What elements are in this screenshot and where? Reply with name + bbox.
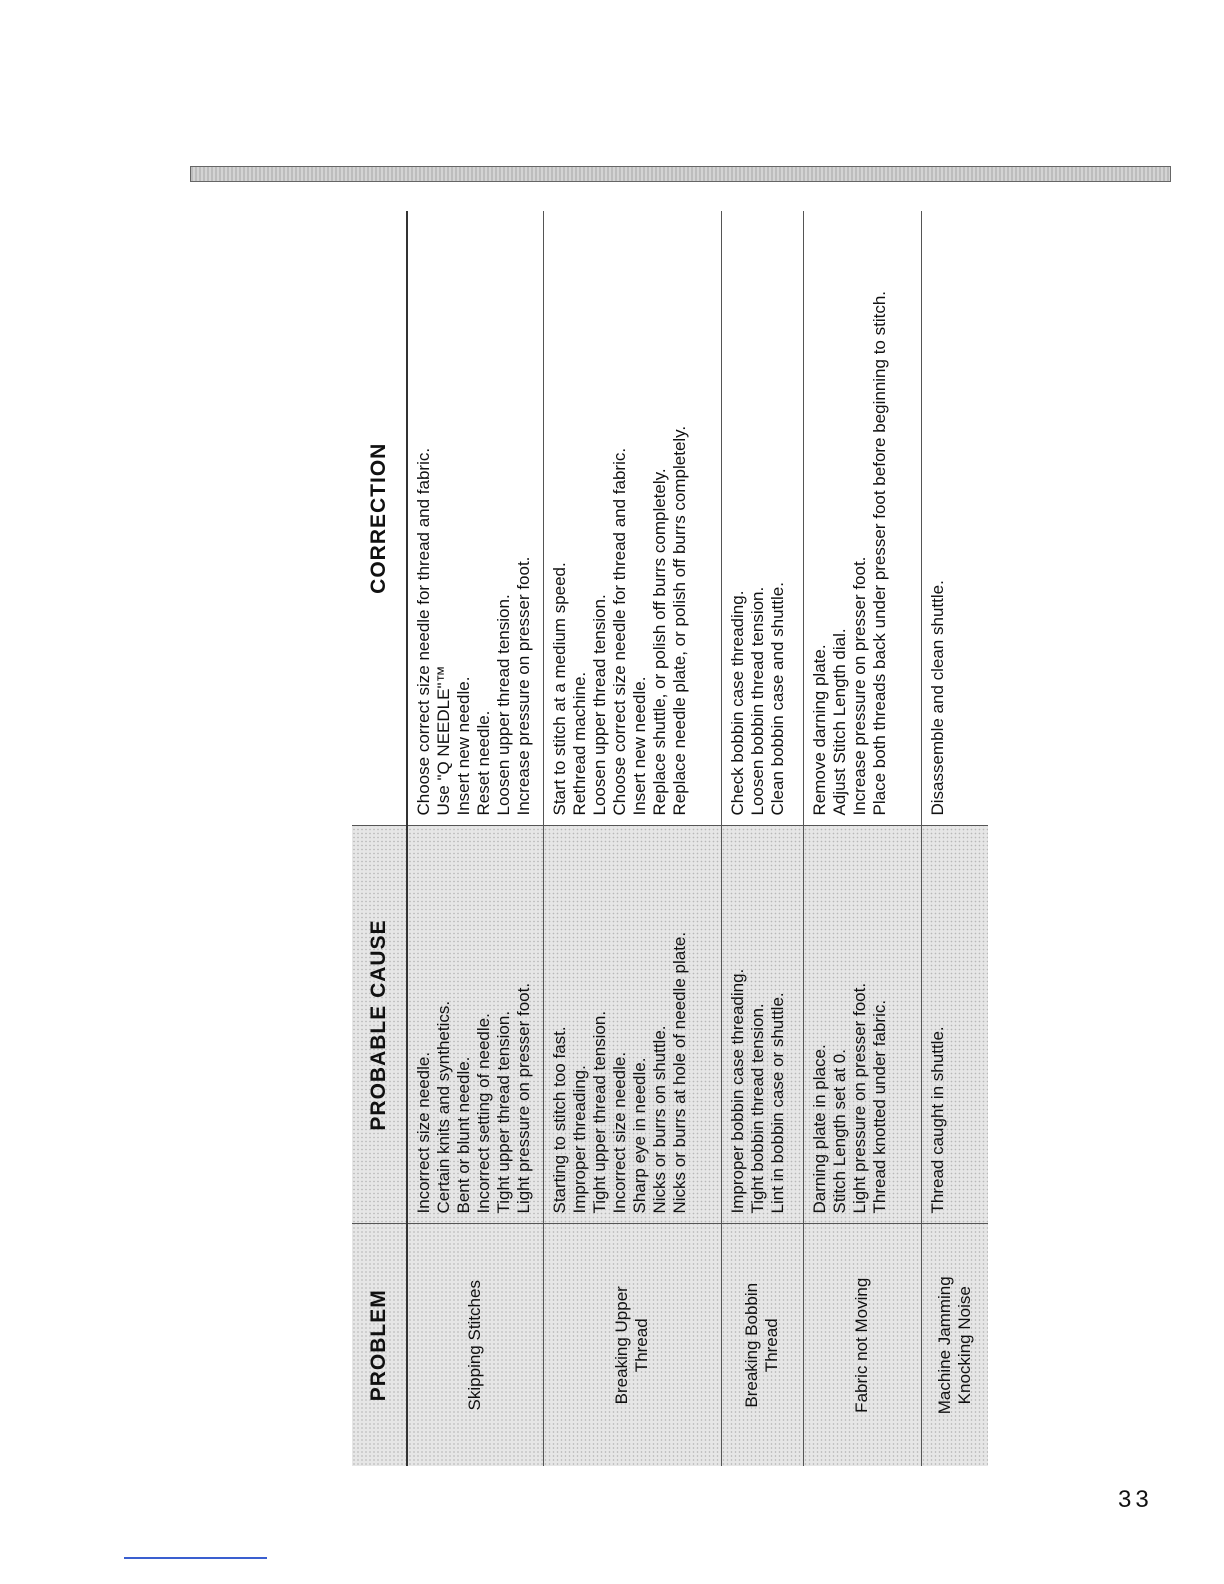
problem-cell: [803, 1224, 921, 1466]
cause-item: Nicks or burrs at hole of needle plate.: [669, 931, 689, 1214]
problem-label: Machine Jamming: [934, 1276, 954, 1415]
cause-item: Tight upper thread tension.: [494, 1010, 513, 1214]
cause-item: Sharp eye in needle.: [629, 1057, 649, 1214]
correction-item: Clean bobbin case and shuttle.: [767, 582, 787, 816]
problem-label: Fabric not Moving: [852, 1277, 871, 1413]
correction-item: Increase pressure on presser foot.: [514, 556, 533, 816]
bottom-rule: [124, 1557, 267, 1559]
table-row: [543, 211, 721, 1466]
header-probable-cause: PROBABLE CAUSE: [352, 826, 407, 1224]
correction-item: Replace shuttle, or polish off burrs completely.: [649, 468, 669, 816]
correction-item: Choose correct size needle for thread and fabric.: [609, 447, 629, 816]
cause-item: Nicks or burrs on shuttle.: [649, 1025, 669, 1214]
correction-cell: [407, 211, 543, 826]
table-row: [407, 211, 543, 1466]
correction-item: Rethread machine.: [569, 671, 589, 816]
cause-item: Thread caught in shuttle.: [927, 1026, 947, 1214]
cause-item: Tight upper thread tension.: [589, 1010, 609, 1214]
header-shaded-bar: [190, 166, 1171, 182]
cause-cell: [803, 826, 921, 1224]
correction-item: Choose correct size needle for thread and fabric.: [414, 447, 433, 816]
cause-item: Certain knits and synthetics.: [434, 1000, 453, 1214]
cause-item: Starting to stitch too fast.: [549, 1026, 569, 1214]
troubleshooting-table-rotated: [352, 211, 988, 1466]
correction-item: Disassemble and clean shuttle.: [927, 580, 947, 816]
correction-cell: [543, 211, 721, 826]
cause-item: Incorrect size needle.: [609, 1051, 629, 1214]
cause-item: Lint in bobbin case or shuttle.: [767, 992, 787, 1214]
table-row: [921, 211, 988, 1466]
correction-item: Check bobbin case threading.: [727, 590, 747, 816]
cause-item: Stitch Length set at 0.: [829, 1049, 849, 1214]
cause-cell: [543, 826, 721, 1224]
correction-item: Insert new needle.: [454, 676, 473, 816]
correction-cell: [803, 211, 921, 826]
correction-item: Reset needle.: [474, 710, 493, 816]
correction-item: Loosen upper thread tension.: [494, 594, 513, 816]
cause-cell: [921, 826, 988, 1224]
cause-item: Tight bobbin thread tension.: [747, 1003, 767, 1214]
cause-item: Incorrect setting of needle.: [474, 1013, 493, 1214]
correction-item: Loosen bobbin thread tension.: [747, 586, 767, 816]
correction-item: Place both threads back under presser foot before beginning to stitch.: [869, 291, 889, 816]
problem-cell: [543, 1224, 721, 1466]
cause-item: Incorrect size needle.: [414, 1051, 433, 1214]
correction-item: Replace needle plate, or polish off burrs completely.: [669, 425, 689, 816]
problem-label: Breaking Bobbin: [742, 1282, 761, 1408]
cause-item: Darning plate in place.: [809, 1044, 829, 1214]
cause-item: Improper bobbin case threading.: [727, 968, 747, 1214]
problem-label: Skipping Stitches: [465, 1280, 485, 1411]
table-row: [721, 211, 803, 1466]
header-problem: PROBLEM: [352, 1224, 407, 1466]
correction-item: Start to stitch at a medium speed.: [549, 562, 569, 816]
cause-item: Light pressure on presser foot.: [514, 982, 533, 1214]
correction-item: Loosen upper thread tension.: [589, 594, 609, 816]
cause-item: Bent or blunt needle.: [454, 1056, 473, 1214]
cause-cell: [721, 826, 803, 1224]
cause-cell: [407, 826, 543, 1224]
correction-cell: [721, 211, 803, 826]
cause-item: Improper threading.: [569, 1065, 589, 1214]
correction-item: Remove darning plate.: [809, 644, 829, 816]
cause-item: Thread knotted under fabric.: [869, 999, 889, 1214]
problem-cell: [921, 1224, 988, 1466]
troubleshooting-table: [352, 211, 988, 1466]
problem-label: Thread: [632, 1318, 651, 1373]
table-row: [803, 211, 921, 1466]
correction-item: Adjust Stitch Length dial.: [829, 628, 849, 816]
cause-item: Light pressure on presser foot.: [849, 982, 869, 1214]
page-number: 33: [1118, 1486, 1153, 1513]
problem-label: Thread: [762, 1318, 781, 1373]
correction-item: Insert new needle.: [629, 676, 649, 816]
correction-cell: [921, 211, 988, 826]
problem-cell: [407, 1224, 543, 1466]
header-correction: CORRECTION: [352, 211, 407, 826]
problem-label: Knocking Noise: [954, 1286, 974, 1405]
problem-label: Breaking Upper: [612, 1286, 631, 1405]
correction-item: Increase pressure on presser foot.: [849, 556, 869, 816]
problem-cell: [721, 1224, 803, 1466]
correction-item: Use "Q NEEDLE"™: [434, 665, 453, 816]
